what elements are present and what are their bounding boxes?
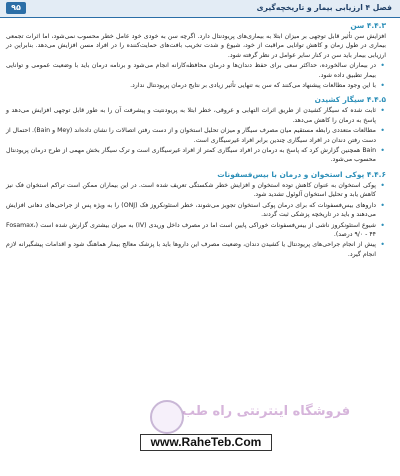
bullet-item xyxy=(6,146,386,165)
bullet-icon: • xyxy=(380,61,385,71)
bullet-icon: • xyxy=(380,200,385,210)
bullet-icon: • xyxy=(380,240,385,250)
bullet-item xyxy=(6,240,386,259)
bullet-icon: • xyxy=(380,106,385,116)
bullet-item xyxy=(6,61,386,80)
bullet-item xyxy=(6,221,386,240)
section-heading-smoking: ۴.۴.۵ سیگار کشیدن xyxy=(314,95,386,105)
bullet-text: ثابت شده که سیگار کشیدن از طریق اثرات التهابی و عروقی، خطر ابتلا به پریودنتیت و پیشرفت آن را به طور قابل توجهی افزایش می‌دهد و پاسخ به درمان را کاهش می‌دهد. xyxy=(6,107,376,124)
watermark-url: www.RaheTeb.Com xyxy=(140,434,272,451)
page-number: ۹۵ xyxy=(6,2,26,14)
bullet-item xyxy=(6,81,386,90)
bullet-text: با این وجود مطالعات پیشنهاد می‌کنند که سن به تنهایی تأثیر زیادی بر نتایج درمان پریودنتال ندارد. xyxy=(130,82,376,90)
page-content xyxy=(6,20,386,260)
bullet-text: در بیماران سالخورده، حداکثر سعی برای حفظ دندان‌ها و درمان محافظه‌کارانه انجام می‌شود و برنامه درمان باید با وضعیت عمومی و توانایی بیمار تطبیق داده شود. xyxy=(6,62,376,79)
section-heading-osteoporosis: ۴.۴.۶ پوکی استخوان و درمان با بیس‌فسفونات xyxy=(217,169,386,179)
bullet-item xyxy=(6,181,386,200)
bullet-icon: • xyxy=(380,220,385,230)
page-header xyxy=(0,0,400,18)
watermark-text: فروشگاه اینترنتی راه طب xyxy=(182,404,351,419)
bullet-text: شیوع استئونکروز ناشی از بیس‌فسفونات خوراکی پایین است اما در مصرف داخل وریدی (IV) به میزان بیشتری گزارش شده است (Fosamax، ۹/۰ - ۴۴ درصد). xyxy=(6,221,376,238)
bullet-icon: • xyxy=(380,126,385,136)
bullet-text: پوکی استخوان به عنوان کاهش توده استخوان و افزایش خطر شکستگی تعریف شده است. در این بیماران ممکن است تراکم استخوان فک نیز کاهش یابد و تحلیل استخوان آلوئول تشدید شود. xyxy=(6,181,376,199)
bullet-item xyxy=(6,201,386,220)
bullet-icon: • xyxy=(380,146,385,156)
bullet-text: پیش از انجام جراحی‌های پریودنتال یا کشیدن دندان، وضعیت مصرف این داروها باید با پزشک معالج بیمار هماهنگ شود و اقدامات پیشگیرانه لازم انجام گیرد. xyxy=(6,241,376,258)
bullet-text: داروهای بیس‌فسفونات که برای درمان پوکی استخوان تجویز می‌شوند، خطر استئونکروز فک (ONJ) را به ویژه پس از جراحی‌های دهانی افزایش می‌دهند و باید در تاریخچه پزشکی ثبت گردند. xyxy=(6,201,376,219)
bullet-text: Bain همچنین گزارش کرد که پاسخ به درمان در افراد سیگاری کمتر از افراد غیرسیگاری است و ترک سیگار بخش مهمی از طرح درمان پریودنتال محسوب می‌شود. xyxy=(6,147,376,164)
paragraph: افزایش سن تأثیر قابل توجهی بر میزان ابتلا به بیماری‌های پریودنتال دارد. اگرچه سن به خودی خود عامل خطر محسوب نمی‌شود، اما اثرات تجمعی بیماری در طول زمان و کاهش توانایی مراقبت از خود، شیوع و شدت تخریب بافت‌های حمایت‌کننده را در افراد مسن افزایش می‌دهد. بنابراین در ارزیابی بیمار باید سن در کنار سایر عوامل در نظر گرفته شود. xyxy=(6,33,386,59)
bullet-text: مطالعات متعددی رابطه مستقیم میان مصرف سیگار و میزان تحلیل استخوان و از دست رفتن اتصالات را نشان داده‌اند (Mey و Bain). احتمال از دست رفتن دندان در افراد سیگاری چندین برابر افراد غیرسیگاری است. xyxy=(6,127,377,144)
watermark-logo-icon xyxy=(150,400,184,434)
bullet-icon: • xyxy=(380,180,385,190)
section-heading-age: ۴.۴.۳ سن xyxy=(350,21,386,30)
bullet-item xyxy=(6,126,386,145)
bullet-item xyxy=(6,106,386,125)
bullet-icon: • xyxy=(380,81,385,91)
chapter-title: فصل ۴ ارزیابی بیمار و تاریخچه‌گیری xyxy=(256,3,392,12)
